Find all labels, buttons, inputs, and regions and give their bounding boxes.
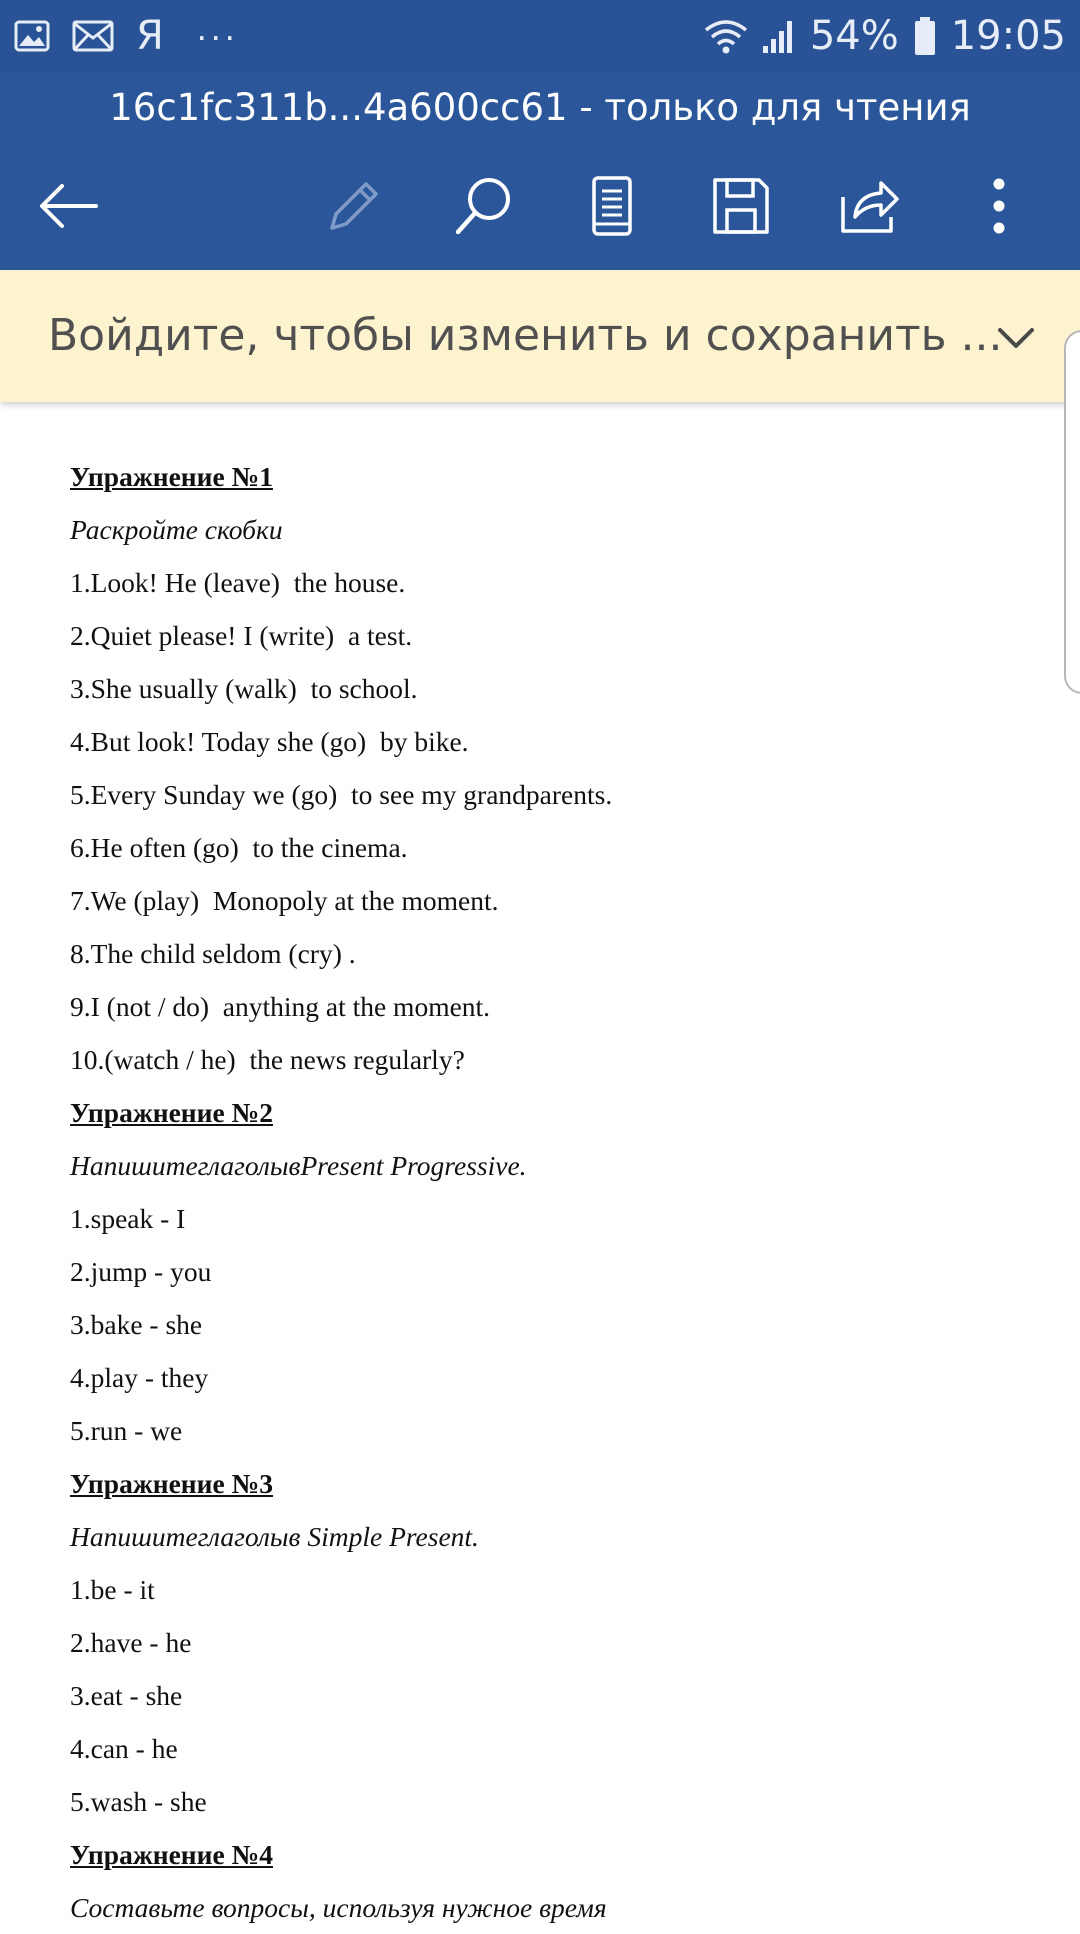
image-icon — [14, 20, 50, 52]
exercise-item: 3.bake - she — [70, 1309, 203, 1340]
exercise-instruction: НапишитеглаголывPresent Progressive. — [70, 1150, 527, 1181]
wifi-icon — [704, 18, 748, 54]
exercise-heading: Упражнение №2 — [70, 1097, 273, 1128]
document-title: 16c1fc311b...4a600cc61 - только для чтения — [0, 72, 1080, 142]
mobile-view-button[interactable] — [574, 168, 650, 244]
document-body — [70, 450, 1030, 1934]
more-notifications-icon: ··· — [195, 15, 238, 56]
exercise-heading: Упражнение №4 — [70, 1839, 273, 1870]
exercise-item: 3.She usually (walk) to school. — [70, 673, 418, 704]
save-button[interactable] — [703, 168, 779, 244]
exercise-item: 5.wash - she — [70, 1786, 207, 1817]
banner-text: Войдите, чтобы изменить и сохранить ... — [48, 310, 1003, 361]
exercise-item: 5.run - we — [70, 1415, 183, 1446]
share-icon — [839, 177, 901, 235]
exercise-item: 2.have - he — [70, 1627, 192, 1658]
clock: 19:05 — [950, 13, 1066, 59]
exercise-heading: Упражнение №3 — [70, 1468, 273, 1499]
exercise-item: 8.The child seldom (cry) . — [70, 938, 356, 969]
more-options-button[interactable] — [961, 168, 1037, 244]
signal-icon — [762, 18, 796, 54]
exercise-instruction: Составьте вопросы, используя нужное время — [70, 1892, 607, 1923]
status-bar — [0, 0, 1080, 72]
edit-button[interactable] — [316, 168, 392, 244]
exercise-item: 1.Look! He (leave) the house. — [70, 567, 406, 598]
exercise-item: 9.I (not / do) anything at the moment. — [70, 991, 491, 1022]
exercise-item: 7.We (play) Monopoly at the moment. — [70, 885, 499, 916]
more-vertical-icon — [989, 178, 1009, 234]
scroll-handle[interactable] — [1064, 330, 1080, 694]
exercise-item: 4.play - they — [70, 1362, 209, 1393]
exercise-instruction: Напишитеглаголыв Simple Present. — [70, 1521, 479, 1552]
battery-percent: 54% — [809, 13, 899, 59]
exercise-heading: Упражнение №1 — [70, 461, 273, 492]
share-button[interactable] — [832, 168, 908, 244]
exercise-instruction: Раскройте скобки — [70, 514, 283, 545]
exercise-item: 4.can - he — [70, 1733, 178, 1764]
exercise-item: 10.(watch / he) the news regularly? — [70, 1044, 465, 1075]
chevron-down-icon[interactable] — [992, 314, 1040, 362]
pencil-icon — [324, 176, 384, 236]
exercise-item: 3.eat - she — [70, 1680, 183, 1711]
back-arrow-icon — [38, 183, 98, 229]
search-icon — [453, 175, 515, 237]
keyboard-language-indicator: Я — [136, 13, 164, 59]
search-button[interactable] — [446, 168, 522, 244]
back-button[interactable] — [30, 168, 106, 244]
exercise-item: 4.But look! Today she (go) by bike. — [70, 726, 469, 757]
battery-icon — [913, 16, 937, 56]
mobile-view-icon — [590, 175, 634, 237]
status-bar-left — [14, 14, 238, 58]
sign-in-banner[interactable] — [0, 270, 1080, 402]
exercise-item: 1.speak - I — [70, 1203, 186, 1234]
exercise-item: 2.jump - you — [70, 1256, 212, 1287]
status-bar-right — [704, 10, 1066, 62]
exercise-item: 1.be - it — [70, 1574, 155, 1605]
exercise-item: 5.Every Sunday we (go) to see my grandparents. — [70, 779, 613, 810]
toolbar — [0, 142, 1080, 270]
exercise-item: 2.Quiet please! I (write) a test. — [70, 620, 413, 651]
mail-icon — [72, 20, 114, 52]
save-icon — [711, 176, 771, 236]
exercise-item: 6.He often (go) to the cinema. — [70, 832, 408, 863]
